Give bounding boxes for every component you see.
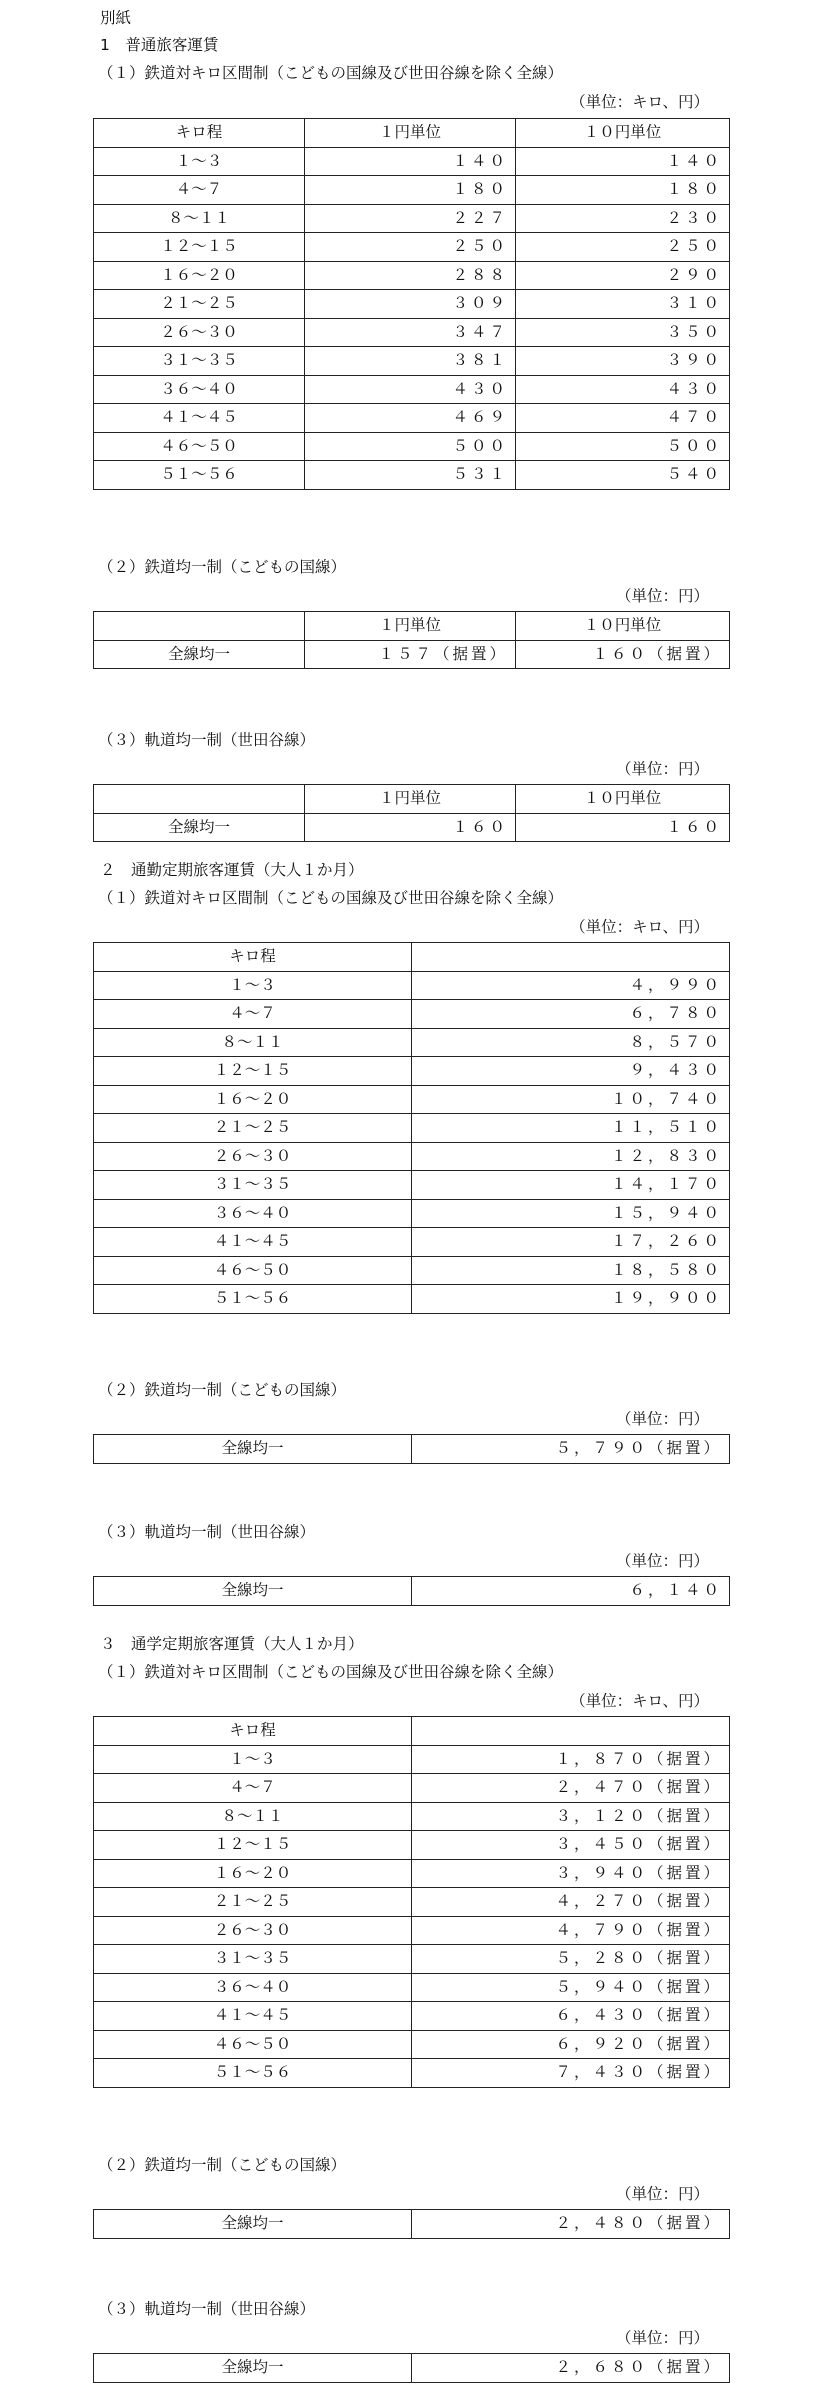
- fare-cell: ５，７９０（据置）: [412, 1435, 730, 1464]
- table-row: [94, 404, 730, 433]
- distance-cell: ８～１１: [94, 1802, 412, 1831]
- table-header-row: [94, 785, 730, 814]
- fare-cell: ６，１４０: [412, 1577, 730, 1606]
- s1-3-fare-table: [93, 784, 730, 842]
- fare-10yen-cell: ２５０: [516, 233, 730, 262]
- fare-cell: １７，２６０: [412, 1228, 730, 1257]
- table-row: [94, 375, 730, 404]
- table-row: [94, 1256, 730, 1285]
- distance-cell: ４６～５０: [94, 432, 305, 461]
- table-row: [94, 1916, 730, 1945]
- s1-2-title: （２）鉄道均一制（こどもの国線）: [98, 558, 347, 576]
- distance-cell: ２１～２５: [94, 1888, 412, 1917]
- line-cell: 全線均一: [94, 640, 305, 669]
- fare-cell: １５，９４０: [412, 1199, 730, 1228]
- s3-2-fare-table: [93, 2209, 730, 2239]
- table-row: [94, 204, 730, 233]
- line-cell: 全線均一: [94, 2210, 412, 2239]
- attachment-label: 別紙: [100, 9, 132, 27]
- distance-cell: １～３: [94, 1745, 412, 1774]
- distance-cell: １６～２０: [94, 261, 305, 290]
- s1-1-unit-note: （単位：キロ、円）: [570, 93, 709, 111]
- fare-1yen-cell: ５３１: [305, 461, 516, 490]
- table-row: [94, 1577, 730, 1606]
- column-header: １０円単位: [516, 785, 730, 814]
- table-row: [94, 1085, 730, 1114]
- distance-cell: ４１～４５: [94, 404, 305, 433]
- s2-1-title: （１）鉄道対キロ区間制（こどもの国線及び世田谷線を除く全線）: [98, 889, 564, 907]
- table-row: [94, 147, 730, 176]
- fare-10yen-cell: ３１０: [516, 290, 730, 319]
- section-3-heading: ３ 通学定期旅客運賃（大人１か月）: [100, 1635, 364, 1653]
- s2-2-fare-table: [93, 1434, 730, 1464]
- distance-cell: １２～１５: [94, 233, 305, 262]
- fare-10yen-cell: １６０（据置）: [516, 640, 730, 669]
- s2-3-title: （３）軌道均一制（世田谷線）: [98, 1523, 316, 1541]
- table-row: [94, 2210, 730, 2239]
- s3-1-title: （１）鉄道対キロ区間制（こどもの国線及び世田谷線を除く全線）: [98, 1663, 564, 1681]
- distance-cell: ４～７: [94, 1774, 412, 1803]
- column-header: [94, 785, 305, 814]
- distance-cell: １６～２０: [94, 1085, 412, 1114]
- distance-cell: ３１～３５: [94, 1945, 412, 1974]
- fare-cell: ５，９４０（据置）: [412, 1973, 730, 2002]
- table-row: [94, 2002, 730, 2031]
- fare-10yen-cell: ２９０: [516, 261, 730, 290]
- fare-cell: ２，４７０（据置）: [412, 1774, 730, 1803]
- distance-cell: ３６～４０: [94, 1199, 412, 1228]
- fare-cell: ３，９４０（据置）: [412, 1859, 730, 1888]
- fare-cell: ４，９９０: [412, 971, 730, 1000]
- column-header: [94, 612, 305, 641]
- table-header-row: [94, 612, 730, 641]
- fare-cell: １０，７４０: [412, 1085, 730, 1114]
- distance-cell: ４６～５０: [94, 2030, 412, 2059]
- distance-cell: １２～１５: [94, 1057, 412, 1086]
- table-header-row: [94, 119, 730, 148]
- table-row: [94, 1285, 730, 1314]
- distance-cell: ４１～４５: [94, 2002, 412, 2031]
- distance-cell: ２６～３０: [94, 1142, 412, 1171]
- table-row: [94, 2030, 730, 2059]
- fare-10yen-cell: ５００: [516, 432, 730, 461]
- s3-3-unit-note: （単位：円）: [615, 2329, 709, 2347]
- fare-1yen-cell: ４６９: [305, 404, 516, 433]
- table-row: [94, 432, 730, 461]
- fare-1yen-cell: ３８１: [305, 347, 516, 376]
- fare-1yen-cell: １５７（据置）: [305, 640, 516, 669]
- table-row: [94, 1745, 730, 1774]
- distance-cell: ５１～５６: [94, 2059, 412, 2088]
- table-row: [94, 1057, 730, 1086]
- table-row: [94, 1802, 730, 1831]
- table-row: [94, 640, 730, 669]
- s1-3-title: （３）軌道均一制（世田谷線）: [98, 731, 316, 749]
- fare-cell: ６，７８０: [412, 1000, 730, 1029]
- s3-2-unit-note: （単位：円）: [615, 2185, 709, 2203]
- s2-2-title: （２）鉄道均一制（こどもの国線）: [98, 1381, 347, 1399]
- fare-10yen-cell: ３９０: [516, 347, 730, 376]
- s3-1-fare-table: [93, 1716, 730, 2088]
- s3-2-title: （２）鉄道均一制（こどもの国線）: [98, 2156, 347, 2174]
- fare-10yen-cell: ３５０: [516, 318, 730, 347]
- table-header-row: [94, 943, 730, 972]
- distance-cell: ３１～３５: [94, 1171, 412, 1200]
- fare-10yen-cell: ２３０: [516, 204, 730, 233]
- fare-10yen-cell: １８０: [516, 176, 730, 205]
- line-cell: 全線均一: [94, 1435, 412, 1464]
- fare-cell: ４，２７０（据置）: [412, 1888, 730, 1917]
- s1-1-fare-table: [93, 118, 730, 490]
- distance-cell: ２１～２５: [94, 290, 305, 319]
- table-row: [94, 2059, 730, 2088]
- fare-cell: ３，１２０（据置）: [412, 1802, 730, 1831]
- fare-1yen-cell: ３４７: [305, 318, 516, 347]
- fare-10yen-cell: １４０: [516, 147, 730, 176]
- column-header: [412, 1717, 730, 1746]
- s2-1-unit-note: （単位：キロ、円）: [570, 918, 709, 936]
- table-row: [94, 1114, 730, 1143]
- distance-cell: ２６～３０: [94, 318, 305, 347]
- s3-1-unit-note: （単位：キロ、円）: [570, 1692, 709, 1710]
- distance-cell: ２６～３０: [94, 1916, 412, 1945]
- table-row: [94, 318, 730, 347]
- fare-cell: ４，７９０（据置）: [412, 1916, 730, 1945]
- fare-cell: １２，８３０: [412, 1142, 730, 1171]
- table-row: [94, 461, 730, 490]
- table-row: [94, 1028, 730, 1057]
- fare-1yen-cell: １４０: [305, 147, 516, 176]
- s1-1-title: （１）鉄道対キロ区間制（こどもの国線及び世田谷線を除く全線）: [98, 64, 564, 82]
- fare-cell: ９，４３０: [412, 1057, 730, 1086]
- column-header: １円単位: [305, 785, 516, 814]
- fare-cell: ６，４３０（据置）: [412, 2002, 730, 2031]
- table-header-row: [94, 1717, 730, 1746]
- s2-1-fare-table: [93, 942, 730, 1314]
- distance-cell: ５１～５６: [94, 461, 305, 490]
- distance-cell: ３６～４０: [94, 1973, 412, 2002]
- fare-cell: ２，６８０（据置）: [412, 2354, 730, 2383]
- line-cell: 全線均一: [94, 813, 305, 842]
- fare-1yen-cell: ５００: [305, 432, 516, 461]
- fare-cell: ６，９２０（据置）: [412, 2030, 730, 2059]
- fare-cell: ８，５７０: [412, 1028, 730, 1057]
- distance-cell: １６～２０: [94, 1859, 412, 1888]
- fare-1yen-cell: ３０９: [305, 290, 516, 319]
- fare-1yen-cell: ４３０: [305, 375, 516, 404]
- section-2-heading: ２ 通勤定期旅客運賃（大人１か月）: [100, 861, 364, 879]
- column-header: １０円単位: [516, 119, 730, 148]
- distance-cell: ４１～４５: [94, 1228, 412, 1257]
- column-header: １円単位: [305, 119, 516, 148]
- s3-3-title: （３）軌道均一制（世田谷線）: [98, 2300, 316, 2318]
- fare-cell: ５，２８０（据置）: [412, 1945, 730, 1974]
- table-row: [94, 1435, 730, 1464]
- fare-1yen-cell: ２２７: [305, 204, 516, 233]
- fare-1yen-cell: １６０: [305, 813, 516, 842]
- table-row: [94, 1888, 730, 1917]
- distance-cell: ５１～５６: [94, 1285, 412, 1314]
- section-1-heading: 1 普通旅客運賃: [100, 36, 219, 54]
- table-row: [94, 176, 730, 205]
- fare-10yen-cell: ５４０: [516, 461, 730, 490]
- table-row: [94, 1859, 730, 1888]
- s3-3-fare-table: [93, 2353, 730, 2383]
- distance-cell: ３６～４０: [94, 375, 305, 404]
- distance-cell: ８～１１: [94, 204, 305, 233]
- distance-cell: １～３: [94, 971, 412, 1000]
- table-row: [94, 1945, 730, 1974]
- column-header: キロ程: [94, 943, 412, 972]
- table-row: [94, 1199, 730, 1228]
- table-row: [94, 1142, 730, 1171]
- distance-cell: ２１～２５: [94, 1114, 412, 1143]
- fare-cell: １９，９００: [412, 1285, 730, 1314]
- fare-cell: １１，５１０: [412, 1114, 730, 1143]
- fare-cell: ７，４３０（据置）: [412, 2059, 730, 2088]
- line-cell: 全線均一: [94, 2354, 412, 2383]
- table-row: [94, 1774, 730, 1803]
- fare-1yen-cell: １８０: [305, 176, 516, 205]
- s2-3-unit-note: （単位：円）: [615, 1552, 709, 1570]
- fare-10yen-cell: １６０: [516, 813, 730, 842]
- fare-cell: １８，５８０: [412, 1256, 730, 1285]
- distance-cell: １～３: [94, 147, 305, 176]
- distance-cell: ４～７: [94, 1000, 412, 1029]
- table-row: [94, 347, 730, 376]
- distance-cell: ３１～３５: [94, 347, 305, 376]
- table-row: [94, 813, 730, 842]
- fare-10yen-cell: ４３０: [516, 375, 730, 404]
- column-header: [412, 943, 730, 972]
- s2-2-unit-note: （単位：円）: [615, 1410, 709, 1428]
- fare-cell: ３，４５０（据置）: [412, 1831, 730, 1860]
- fare-cell: １，８７０（据置）: [412, 1745, 730, 1774]
- fare-10yen-cell: ４７０: [516, 404, 730, 433]
- table-row: [94, 1831, 730, 1860]
- distance-cell: ８～１１: [94, 1028, 412, 1057]
- column-header: キロ程: [94, 1717, 412, 1746]
- table-row: [94, 1171, 730, 1200]
- fare-cell: １４，１７０: [412, 1171, 730, 1200]
- column-header: １円単位: [305, 612, 516, 641]
- s1-3-unit-note: （単位：円）: [615, 760, 709, 778]
- s1-2-fare-table: [93, 611, 730, 669]
- distance-cell: ４６～５０: [94, 1256, 412, 1285]
- fare-1yen-cell: ２８８: [305, 261, 516, 290]
- table-row: [94, 290, 730, 319]
- s2-3-fare-table: [93, 1576, 730, 1606]
- line-cell: 全線均一: [94, 1577, 412, 1606]
- distance-cell: １２～１５: [94, 1831, 412, 1860]
- distance-cell: ４～７: [94, 176, 305, 205]
- table-row: [94, 233, 730, 262]
- table-row: [94, 1228, 730, 1257]
- table-row: [94, 261, 730, 290]
- table-row: [94, 1000, 730, 1029]
- table-row: [94, 971, 730, 1000]
- table-row: [94, 2354, 730, 2383]
- fare-cell: ２，４８０（据置）: [412, 2210, 730, 2239]
- column-header: １０円単位: [516, 612, 730, 641]
- s1-2-unit-note: （単位：円）: [615, 587, 709, 605]
- column-header: キロ程: [94, 119, 305, 148]
- fare-1yen-cell: ２５０: [305, 233, 516, 262]
- table-row: [94, 1973, 730, 2002]
